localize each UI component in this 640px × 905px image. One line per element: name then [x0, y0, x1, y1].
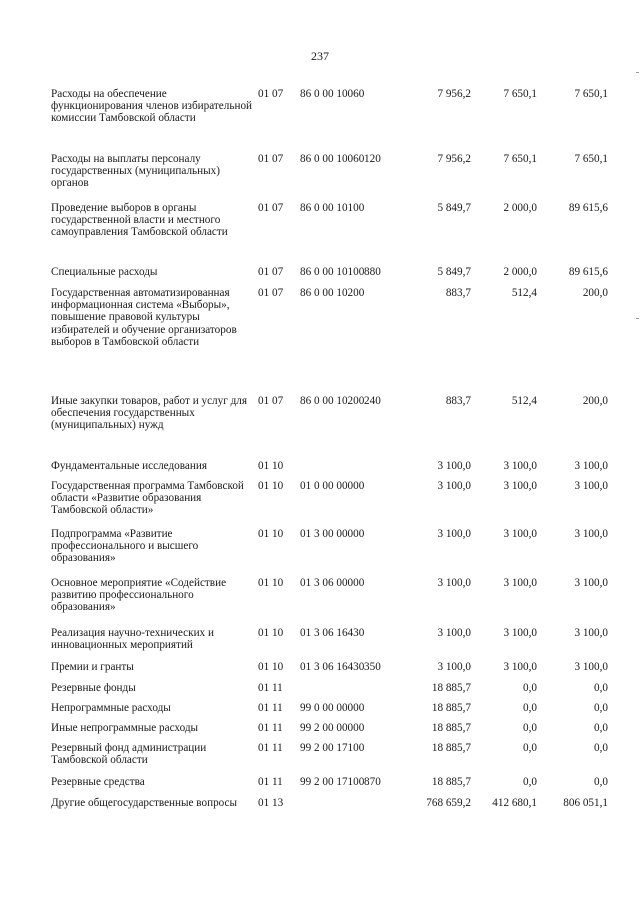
row-amount-year3: 7 650,1	[574, 153, 608, 165]
row-section: 01 11	[258, 776, 283, 788]
row-section: 01 11	[258, 722, 283, 734]
row-section: 01 07	[258, 202, 284, 214]
row-amount-year2: 2 000,0	[503, 266, 537, 278]
row-amount-year3: 3 100,0	[574, 627, 608, 639]
row-name: Расходы на обеспечение функционирования членов избирательной комиссии Тамбовской области	[51, 88, 253, 125]
row-name: Иные закупки товаров, работ и услуг для обеспечения государственных (муниципальных) нужд	[51, 395, 248, 432]
row-amount-year3: 3 100,0	[574, 661, 608, 673]
row-amount-year2: 3 100,0	[503, 627, 537, 639]
row-amount-year2: 0,0	[523, 702, 537, 714]
row-name: Непрограммные расходы	[51, 702, 171, 714]
row-amount-year1: 3 100,0	[437, 460, 471, 472]
row-section: 01 10	[258, 627, 284, 639]
row-name: Государственная программа Тамбовской области «Развитие образования Тамбовской области»	[51, 480, 244, 517]
row-amount-year2: 512,4	[511, 287, 537, 299]
row-name: Иные непрограммные расходы	[51, 722, 199, 734]
row-name: Фундаментальные исследования	[51, 460, 207, 472]
row-amount-year3: 0,0	[594, 722, 608, 734]
row-target-code: 01 3 06 16430	[300, 627, 365, 639]
row-amount-year3: 0,0	[594, 682, 608, 694]
row-section: 01 10	[258, 460, 284, 472]
row-name: Расходы на выплаты персоналу государственных (муниципальных) органов	[51, 153, 220, 190]
row-amount-year3: 89 615,6	[568, 202, 608, 214]
row-amount-year2: 0,0	[523, 742, 537, 754]
row-amount-year2: 3 100,0	[503, 577, 537, 589]
scan-edge-mark	[636, 318, 639, 319]
row-expense-type: 240	[364, 395, 381, 407]
row-amount-year3: 89 615,6	[568, 266, 608, 278]
row-amount-year2: 0,0	[523, 776, 537, 788]
row-amount-year2: 2 000,0	[503, 202, 537, 214]
row-amount-year1: 3 100,0	[437, 661, 471, 673]
row-amount-year2: 3 100,0	[503, 460, 537, 472]
row-amount-year3: 7 650,1	[574, 88, 608, 100]
row-amount-year2: 412 680,1	[492, 797, 537, 809]
row-amount-year1: 3 100,0	[437, 480, 471, 492]
row-target-code: 86 0 00 10060	[300, 153, 365, 165]
row-amount-year1: 3 100,0	[437, 627, 471, 639]
row-amount-year1: 7 956,2	[437, 88, 471, 100]
row-target-code: 86 0 00 10060	[300, 88, 365, 100]
row-amount-year1: 18 885,7	[431, 742, 471, 754]
row-amount-year3: 0,0	[594, 742, 608, 754]
row-name: Резервные фонды	[51, 682, 136, 694]
row-amount-year1: 7 956,2	[437, 153, 471, 165]
row-name: Другие общегосударственные вопросы	[51, 797, 238, 809]
row-name: Специальные расходы	[51, 266, 158, 278]
row-section: 01 10	[258, 528, 284, 540]
row-amount-year1: 883,7	[445, 395, 471, 407]
row-name: Проведение выборов в органы государственной власти и местного самоуправления Тамбовской области	[51, 202, 228, 239]
row-section: 01 11	[258, 682, 283, 694]
row-section: 01 10	[258, 577, 284, 589]
row-amount-year3: 806 051,1	[563, 797, 608, 809]
row-target-code: 01 3 06 00000	[300, 577, 365, 589]
row-expense-type: 120	[364, 153, 381, 165]
row-section: 01 13	[258, 797, 284, 809]
row-amount-year1: 5 849,7	[437, 202, 471, 214]
row-expense-type: 870	[364, 776, 381, 788]
row-amount-year1: 18 885,7	[431, 776, 471, 788]
row-amount-year1: 883,7	[445, 287, 471, 299]
row-target-code: 86 0 00 10100	[300, 266, 365, 278]
row-amount-year2: 3 100,0	[503, 661, 537, 673]
row-amount-year1: 5 849,7	[437, 266, 471, 278]
row-amount-year1: 18 885,7	[431, 682, 471, 694]
row-target-code: 01 0 00 00000	[300, 480, 365, 492]
row-target-code: 86 0 00 10200	[300, 287, 365, 299]
row-section: 01 11	[258, 702, 283, 714]
row-section: 01 07	[258, 287, 284, 299]
row-target-code: 86 0 00 10100	[300, 202, 365, 214]
row-section: 01 07	[258, 88, 284, 100]
row-amount-year2: 0,0	[523, 682, 537, 694]
row-target-code: 01 3 06 16430	[300, 661, 365, 673]
row-name: Подпрограмма «Развитие профессионального и высшего образования»	[51, 528, 199, 565]
row-target-code: 99 2 00 00000	[300, 722, 365, 734]
row-amount-year3: 200,0	[582, 395, 608, 407]
row-amount-year3: 3 100,0	[574, 528, 608, 540]
row-section: 01 07	[258, 153, 284, 165]
row-target-code: 99 0 00 00000	[300, 702, 365, 714]
row-target-code: 01 3 00 00000	[300, 528, 365, 540]
row-amount-year1: 18 885,7	[431, 722, 471, 734]
scan-edge-mark	[636, 72, 639, 73]
row-name: Резервные средства	[51, 776, 145, 788]
row-amount-year3: 3 100,0	[574, 480, 608, 492]
row-section: 01 07	[258, 395, 284, 407]
row-amount-year3: 3 100,0	[574, 460, 608, 472]
row-amount-year2: 512,4	[511, 395, 537, 407]
row-amount-year1: 18 885,7	[431, 702, 471, 714]
row-amount-year3: 0,0	[594, 776, 608, 788]
row-amount-year2: 7 650,1	[503, 88, 537, 100]
row-amount-year1: 3 100,0	[437, 528, 471, 540]
row-section: 01 10	[258, 661, 284, 673]
row-name: Государственная автоматизированная информационная система «Выборы», повышение правовой культуры избирателей и обучение организаторов выборов в Тамбовской области	[51, 287, 237, 348]
page-number: 237	[311, 49, 329, 63]
row-expense-type: 350	[364, 661, 381, 673]
row-name: Резервный фонд администрации Тамбовской области	[51, 742, 207, 767]
row-amount-year2: 0,0	[523, 722, 537, 734]
row-amount-year1: 3 100,0	[437, 577, 471, 589]
row-amount-year2: 7 650,1	[503, 153, 537, 165]
row-amount-year3: 200,0	[582, 287, 608, 299]
row-name: Реализация научно-технических и инновационных мероприятий	[51, 627, 214, 652]
row-amount-year2: 3 100,0	[503, 528, 537, 540]
row-section: 01 10	[258, 480, 284, 492]
row-expense-type: 880	[364, 266, 381, 278]
row-amount-year2: 3 100,0	[503, 480, 537, 492]
row-section: 01 07	[258, 266, 284, 278]
row-amount-year1: 768 659,2	[426, 797, 471, 809]
row-amount-year3: 3 100,0	[574, 577, 608, 589]
row-name: Премии и гранты	[51, 661, 134, 673]
row-target-code: 99 2 00 17100	[300, 776, 365, 788]
row-target-code: 86 0 00 10200	[300, 395, 365, 407]
row-name: Основное мероприятие «Содействие развитию профессионального образования»	[51, 577, 227, 614]
row-amount-year3: 0,0	[594, 702, 608, 714]
row-target-code: 99 2 00 17100	[300, 742, 365, 754]
row-section: 01 11	[258, 742, 283, 754]
